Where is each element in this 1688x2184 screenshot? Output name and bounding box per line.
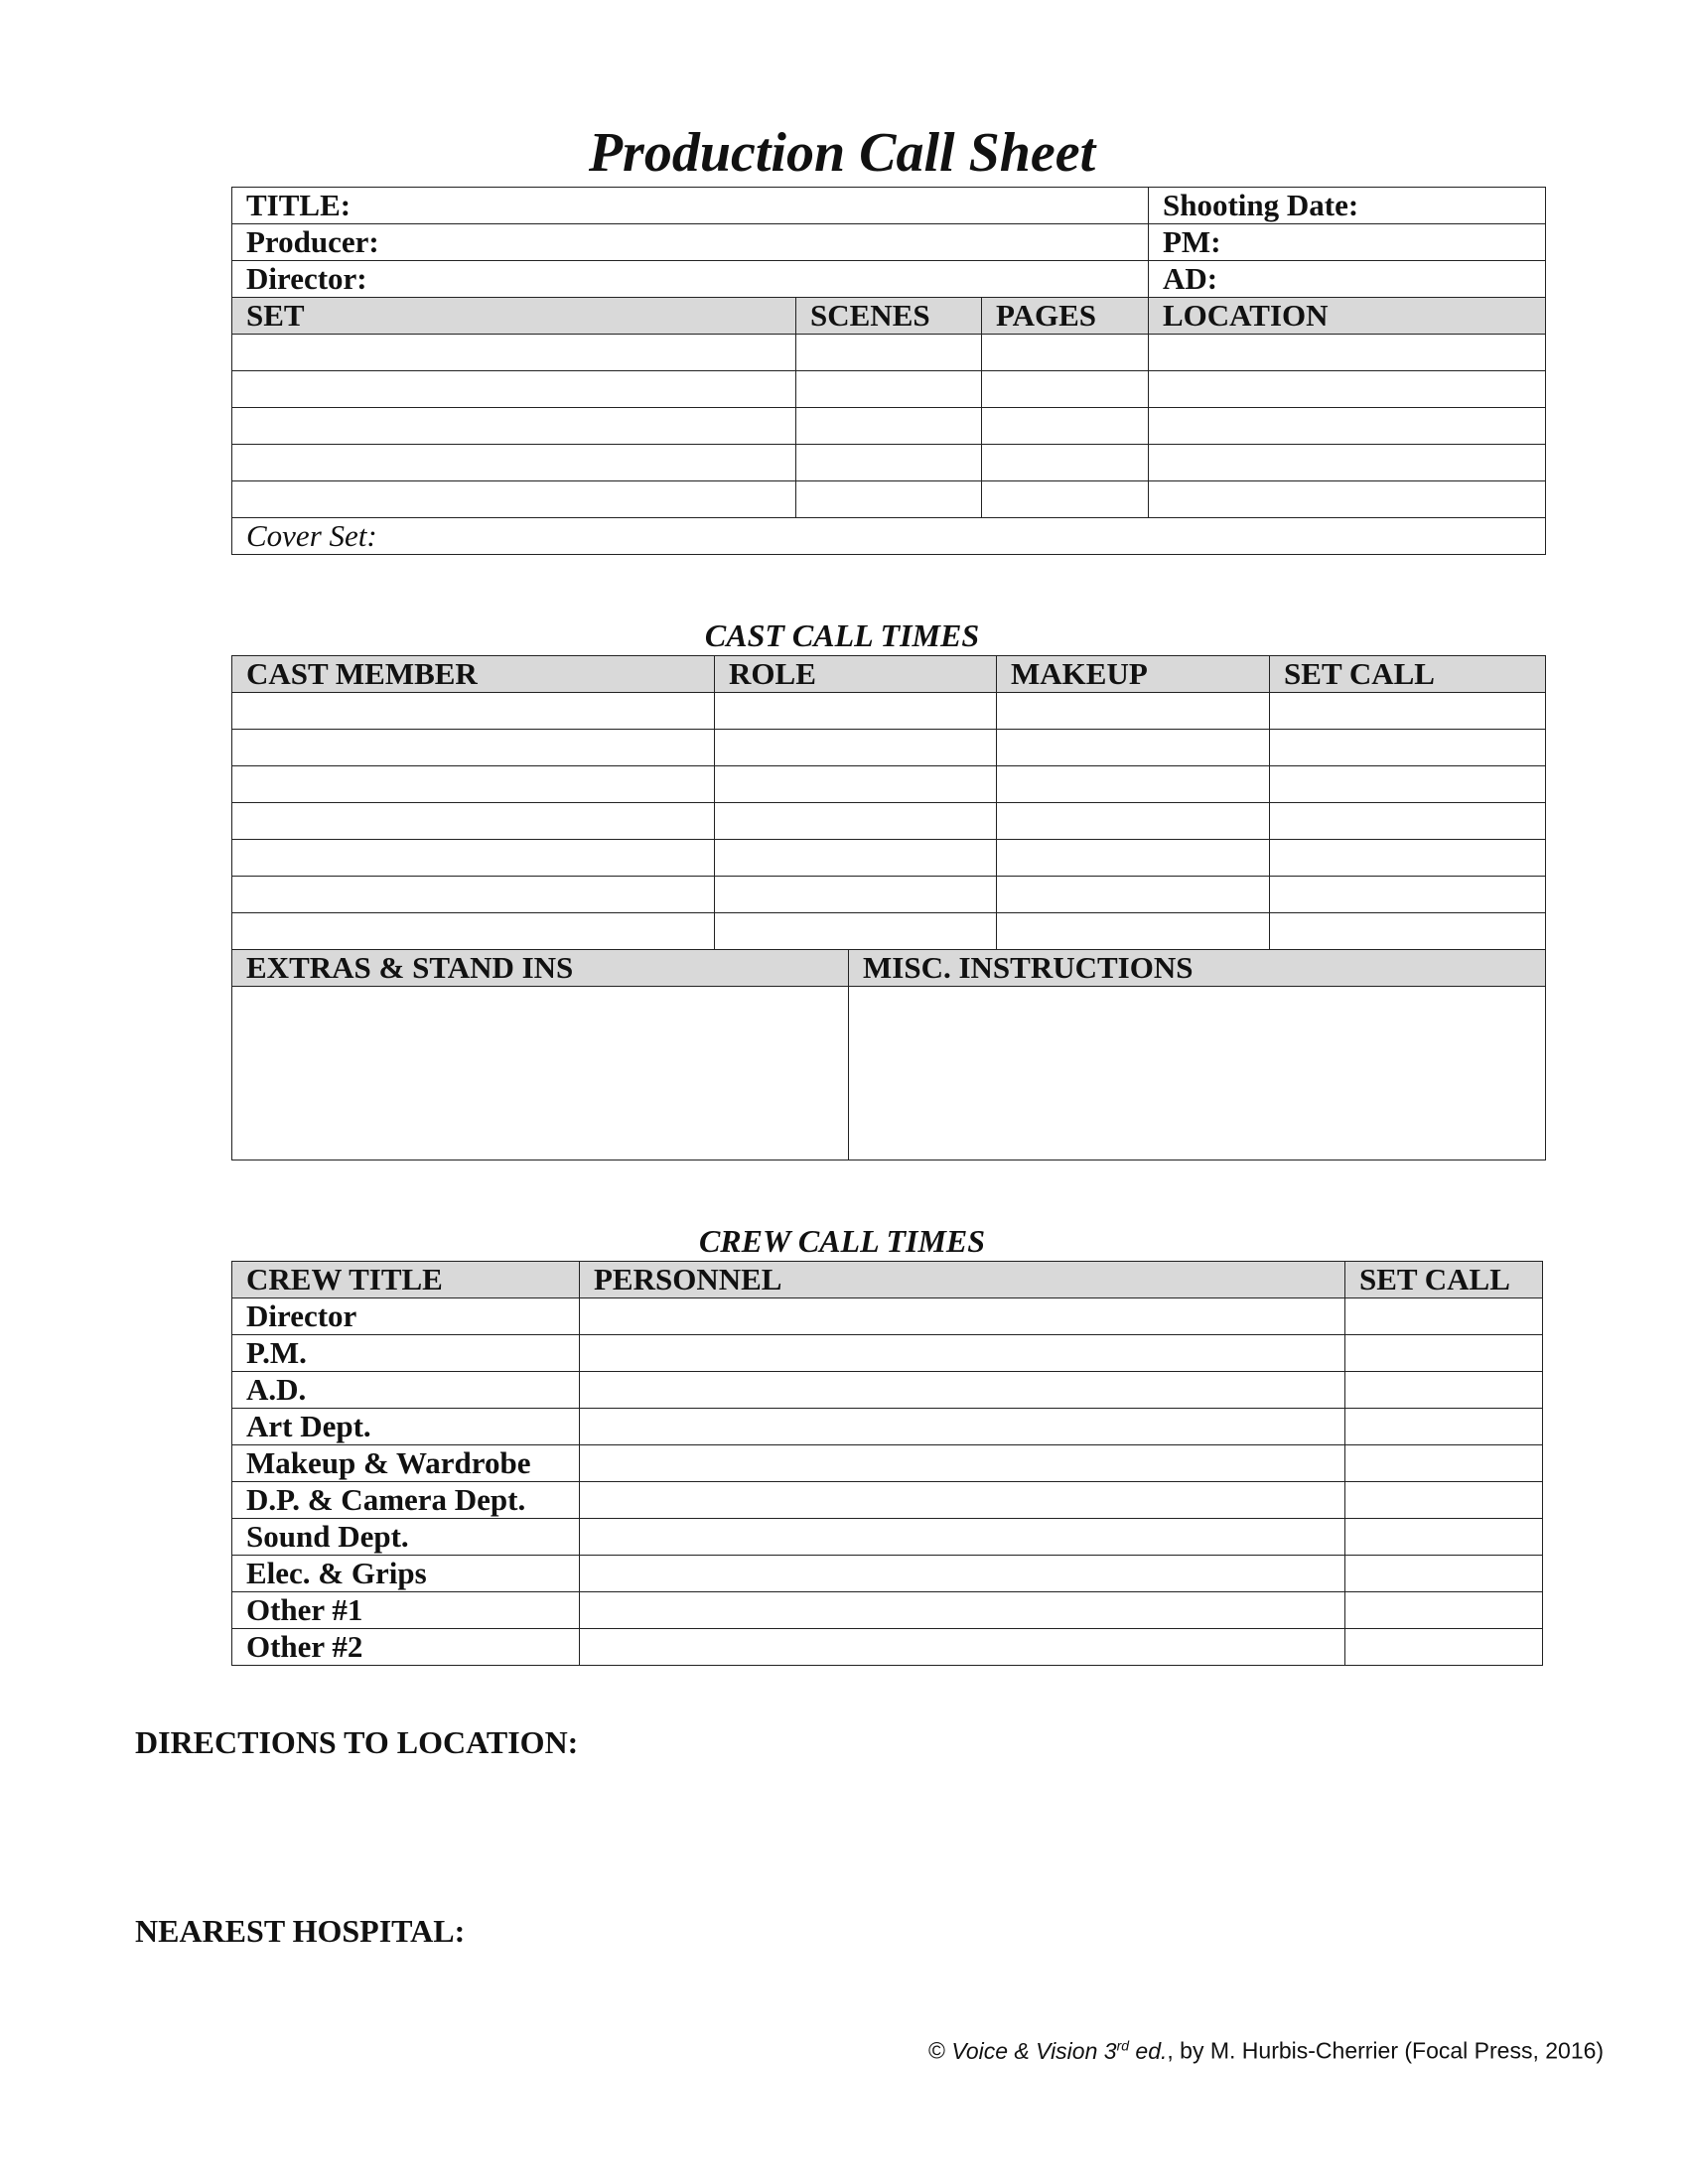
set-cell[interactable] bbox=[232, 371, 796, 408]
title-label: TITLE: bbox=[246, 188, 352, 222]
makeup-cell[interactable] bbox=[997, 877, 1270, 913]
set-call-cell[interactable] bbox=[1270, 730, 1546, 766]
crew-set-call-cell[interactable] bbox=[1345, 1372, 1543, 1409]
crew-set-call-cell[interactable] bbox=[1345, 1298, 1543, 1335]
location-cell[interactable] bbox=[1149, 445, 1546, 481]
crew-title-cell: Makeup & Wardrobe bbox=[232, 1445, 580, 1482]
cast-section-title: CAST CALL TIMES bbox=[704, 617, 980, 653]
hospital-label: NEAREST HOSPITAL: bbox=[135, 1913, 466, 1949]
cast-member-cell[interactable] bbox=[232, 766, 715, 803]
personnel-cell[interactable] bbox=[580, 1298, 1345, 1335]
directions-label: DIRECTIONS TO LOCATION: bbox=[135, 1724, 579, 1760]
crew-section-title: CREW CALL TIMES bbox=[698, 1223, 986, 1259]
personnel-cell[interactable] bbox=[580, 1556, 1345, 1592]
role-cell[interactable] bbox=[715, 877, 997, 913]
set-call-column-header: SET CALL bbox=[1270, 656, 1546, 693]
pages-cell[interactable] bbox=[982, 408, 1149, 445]
misc-instructions-header: MISC. INSTRUCTIONS bbox=[849, 950, 1546, 987]
crew-set-call-cell[interactable] bbox=[1345, 1482, 1543, 1519]
producer-field[interactable] bbox=[232, 224, 1149, 261]
cast-member-cell[interactable] bbox=[232, 693, 715, 730]
cast-row bbox=[232, 766, 1546, 803]
crew-set-call-cell[interactable] bbox=[1345, 1335, 1543, 1372]
cast-row bbox=[232, 913, 1546, 950]
scenes-cell[interactable] bbox=[796, 481, 982, 518]
personnel-cell[interactable] bbox=[580, 1445, 1345, 1482]
cast-row bbox=[232, 693, 1546, 730]
scenes-column-header: SCENES bbox=[796, 298, 982, 335]
personnel-cell[interactable] bbox=[580, 1592, 1345, 1629]
director-label: Director: bbox=[246, 261, 367, 296]
crew-row bbox=[232, 1298, 1543, 1335]
set-call-cell[interactable] bbox=[1270, 877, 1546, 913]
crew-title-cell: Sound Dept. bbox=[232, 1519, 580, 1556]
personnel-cell[interactable] bbox=[580, 1519, 1345, 1556]
crew-set-call-cell[interactable] bbox=[1345, 1629, 1543, 1666]
set-row bbox=[232, 335, 1546, 371]
crew-title-column-header: CREW TITLE bbox=[232, 1262, 580, 1298]
shooting-date-label: Shooting Date: bbox=[1163, 188, 1359, 222]
cast-member-cell[interactable] bbox=[232, 840, 715, 877]
personnel-cell[interactable] bbox=[580, 1629, 1345, 1666]
ad-label: AD: bbox=[1163, 261, 1218, 296]
crew-title-cell: Other #2 bbox=[232, 1629, 580, 1666]
makeup-cell[interactable] bbox=[997, 913, 1270, 950]
cast-member-cell[interactable] bbox=[232, 913, 715, 950]
crew-set-call-cell[interactable] bbox=[1345, 1409, 1543, 1445]
extras-header: EXTRAS & STAND INS bbox=[232, 950, 849, 987]
personnel-cell[interactable] bbox=[580, 1482, 1345, 1519]
copyright-footer bbox=[928, 2037, 1604, 2065]
role-column-header: ROLE bbox=[715, 656, 997, 693]
pm-field[interactable] bbox=[1149, 224, 1546, 261]
crew-set-call-cell[interactable] bbox=[1345, 1556, 1543, 1592]
set-row bbox=[232, 408, 1546, 445]
crew-title-cell: Elec. & Grips bbox=[232, 1556, 580, 1592]
location-column-header: LOCATION bbox=[1149, 298, 1546, 335]
role-cell[interactable] bbox=[715, 693, 997, 730]
scenes-cell[interactable] bbox=[796, 335, 982, 371]
personnel-cell[interactable] bbox=[580, 1335, 1345, 1372]
title-field[interactable] bbox=[232, 188, 1149, 224]
shooting-date-field[interactable] bbox=[1149, 188, 1546, 224]
cover-set-label: Cover Set: bbox=[246, 518, 377, 553]
set-call-cell[interactable] bbox=[1270, 766, 1546, 803]
cover-set-field[interactable] bbox=[232, 518, 1546, 555]
role-cell[interactable] bbox=[715, 766, 997, 803]
crew-set-call-cell[interactable] bbox=[1345, 1445, 1543, 1482]
pages-cell[interactable] bbox=[982, 481, 1149, 518]
crew-title-cell: Art Dept. bbox=[232, 1409, 580, 1445]
personnel-cell[interactable] bbox=[580, 1372, 1345, 1409]
crew-row bbox=[232, 1409, 1543, 1445]
producer-label: Producer: bbox=[246, 224, 379, 259]
set-cell[interactable] bbox=[232, 445, 796, 481]
cast-member-cell[interactable] bbox=[232, 803, 715, 840]
set-call-cell[interactable] bbox=[1270, 803, 1546, 840]
crew-table bbox=[231, 1261, 1543, 1666]
crew-row bbox=[232, 1629, 1543, 1666]
makeup-cell[interactable] bbox=[997, 766, 1270, 803]
crew-row bbox=[232, 1445, 1543, 1482]
makeup-cell[interactable] bbox=[997, 840, 1270, 877]
location-cell[interactable] bbox=[1149, 335, 1546, 371]
extras-field[interactable] bbox=[232, 987, 849, 1160]
set-row bbox=[232, 445, 1546, 481]
directions-field[interactable] bbox=[135, 1772, 1545, 1891]
cast-row bbox=[232, 877, 1546, 913]
crew-row bbox=[232, 1335, 1543, 1372]
role-cell[interactable] bbox=[715, 730, 997, 766]
cast-row bbox=[232, 730, 1546, 766]
personnel-column-header: PERSONNEL bbox=[580, 1262, 1345, 1298]
crew-title-cell: Director bbox=[232, 1298, 580, 1335]
crew-title-cell: D.P. & Camera Dept. bbox=[232, 1482, 580, 1519]
role-cell[interactable] bbox=[715, 840, 997, 877]
set-column-header: SET bbox=[232, 298, 796, 335]
crew-row bbox=[232, 1519, 1543, 1556]
set-row bbox=[232, 481, 1546, 518]
location-cell[interactable] bbox=[1149, 371, 1546, 408]
location-cell[interactable] bbox=[1149, 481, 1546, 518]
pages-cell[interactable] bbox=[982, 335, 1149, 371]
set-cell[interactable] bbox=[232, 335, 796, 371]
set-row bbox=[232, 371, 1546, 408]
page-title: Production Call Sheet bbox=[588, 122, 1096, 184]
role-cell[interactable] bbox=[715, 803, 997, 840]
edition-suffix: ed. bbox=[1129, 2037, 1168, 2064]
scenes-cell[interactable] bbox=[796, 371, 982, 408]
cast-member-column-header: CAST MEMBER bbox=[232, 656, 715, 693]
production-header-table bbox=[231, 187, 1546, 555]
scenes-cell[interactable] bbox=[796, 445, 982, 481]
personnel-cell[interactable] bbox=[580, 1409, 1345, 1445]
misc-instructions-field[interactable] bbox=[849, 987, 1546, 1160]
crew-row bbox=[232, 1556, 1543, 1592]
cast-table bbox=[231, 655, 1546, 1160]
cast-row bbox=[232, 840, 1546, 877]
crew-row bbox=[232, 1592, 1543, 1629]
location-cell[interactable] bbox=[1149, 408, 1546, 445]
makeup-cell[interactable] bbox=[997, 730, 1270, 766]
footer-credit: , by M. Hurbis-Cherrier (Focal Press, 2016) bbox=[1167, 2037, 1605, 2064]
cast-member-cell[interactable] bbox=[232, 877, 715, 913]
hospital-field[interactable] bbox=[135, 1961, 1545, 2040]
set-call-cell[interactable] bbox=[1270, 913, 1546, 950]
cast-row bbox=[232, 803, 1546, 840]
copyright-symbol: © bbox=[928, 2037, 945, 2064]
set-cell[interactable] bbox=[232, 481, 796, 518]
book-title: Voice & Vision 3 bbox=[951, 2037, 1117, 2064]
pages-column-header: PAGES bbox=[982, 298, 1149, 335]
crew-title-cell: P.M. bbox=[232, 1335, 580, 1372]
role-cell[interactable] bbox=[715, 913, 997, 950]
book-edition-sup: rd bbox=[1116, 2037, 1130, 2053]
crew-set-call-cell[interactable] bbox=[1345, 1592, 1543, 1629]
crew-set-call-cell[interactable] bbox=[1345, 1519, 1543, 1556]
pages-cell[interactable] bbox=[982, 371, 1149, 408]
crew-title-cell: A.D. bbox=[232, 1372, 580, 1409]
director-field[interactable] bbox=[232, 261, 1149, 298]
ad-field[interactable] bbox=[1149, 261, 1546, 298]
set-cell[interactable] bbox=[232, 408, 796, 445]
crew-title-cell: Other #1 bbox=[232, 1592, 580, 1629]
pages-cell[interactable] bbox=[982, 445, 1149, 481]
crew-row bbox=[232, 1482, 1543, 1519]
crew-row bbox=[232, 1372, 1543, 1409]
set-call-cell[interactable] bbox=[1270, 693, 1546, 730]
makeup-cell[interactable] bbox=[997, 693, 1270, 730]
crew-set-call-column-header: SET CALL bbox=[1345, 1262, 1543, 1298]
scenes-cell[interactable] bbox=[796, 408, 982, 445]
cast-member-cell[interactable] bbox=[232, 730, 715, 766]
pm-label: PM: bbox=[1163, 224, 1221, 259]
makeup-column-header: MAKEUP bbox=[997, 656, 1270, 693]
set-call-cell[interactable] bbox=[1270, 840, 1546, 877]
makeup-cell[interactable] bbox=[997, 803, 1270, 840]
